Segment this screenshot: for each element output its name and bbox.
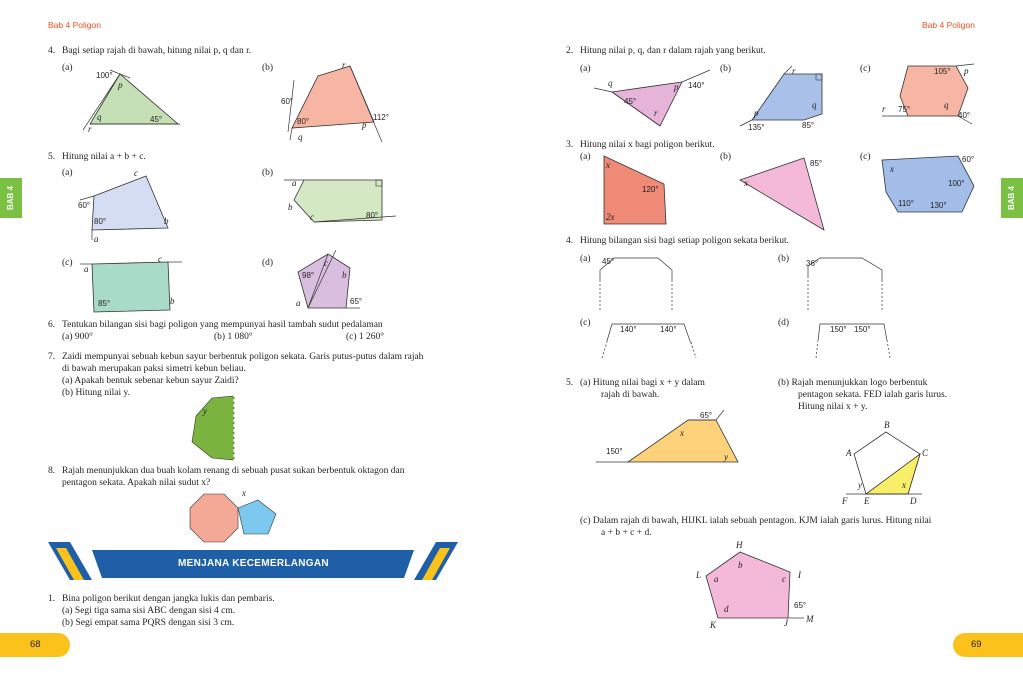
q5b-label-0: a — [292, 178, 297, 188]
r-q2c-label-5: 40° — [958, 111, 971, 120]
q7-fig-label: y — [203, 406, 207, 416]
r-q5c-label-7: 65° — [794, 601, 807, 610]
r-q2a-label-2: 140° — [688, 81, 705, 90]
r-q2b-label-1: q — [812, 100, 817, 110]
r-q4-d-label: (d) — [778, 318, 790, 328]
q5d-label-2: b — [342, 270, 347, 280]
r-q2-text: Hitung nilai p, q, dan r dalam rajah yang berikut. — [580, 46, 766, 56]
q6-option-a: (a) 900° — [62, 332, 93, 342]
q4-b-label: (b) — [262, 63, 274, 73]
q4a-figure — [80, 66, 190, 136]
q1-b: (b) Segi empat sama PQRS dengan sisi 3 cm. — [62, 618, 235, 628]
r-q5c-label-2: L — [696, 570, 702, 580]
r-q2a-label-0: q — [608, 78, 613, 88]
r-q4a-figure — [596, 254, 686, 310]
r-q3a-label-2: 2x — [606, 212, 615, 222]
side-tab-right: BAB 4 — [1001, 178, 1023, 218]
r-q4b-label-0: 36° — [806, 259, 819, 268]
header-right: Bab 4 Poligon — [922, 20, 975, 30]
r-q5b-label-3: y — [858, 480, 862, 490]
r-q2b-label-4: 85° — [802, 121, 815, 130]
r-q2c-label-0: 105° — [934, 67, 951, 76]
q1-a: (a) Segi tiga sama sisi ABC dengan sisi 4 cm. — [62, 606, 236, 616]
r-q4d-figure — [806, 318, 906, 362]
r-q3a-label-0: x — [606, 160, 610, 170]
r-q3b-label-1: 85° — [810, 159, 823, 168]
q7-b: (b) Hitung nilai y. — [62, 388, 130, 398]
r-q2b-label-2: p — [754, 108, 759, 118]
r-q3-c-label: (c) — [860, 152, 871, 162]
r-q5b-label-1: A — [846, 448, 852, 458]
r-q4-a-label: (a) — [580, 254, 591, 264]
r-q2c-label-4: q — [944, 100, 949, 110]
q4a-label-1: p — [118, 80, 123, 90]
r-q5c-label-6: d — [724, 604, 729, 614]
q5-c-label: (c) — [62, 258, 73, 268]
q4a-label-0: 100° — [96, 71, 113, 80]
header-left: Bab 4 Poligon — [48, 20, 101, 30]
q8-fig-label: x — [242, 488, 246, 498]
q5d-label-3: a — [296, 298, 301, 308]
r-q2a-label-4: r — [654, 108, 658, 118]
q6-number: 6. — [48, 320, 56, 330]
page-number-left: 68 — [0, 633, 70, 657]
q5d-label-4: 65° — [350, 297, 363, 306]
q5-text: Hitung nilai a + b + c. — [62, 152, 146, 162]
q5a-label-0: c — [134, 168, 138, 178]
r-q4b-figure — [800, 254, 890, 310]
r-q5c-label-3: a — [714, 574, 719, 584]
q4b-label-1: 60° — [281, 97, 294, 106]
q1-text: Bina poligon berikut dengan jangka lukis dan pembaris. — [62, 594, 275, 604]
r-q3b-figure — [736, 154, 836, 234]
r-q3c-label-0: x — [890, 164, 894, 174]
q4b-label-4: p — [362, 120, 367, 130]
r-q4d-label-0: 150° — [830, 325, 847, 334]
r-q5c-label-0: H — [736, 540, 743, 550]
banner-title: MENJANA KECEMERLANGAN — [178, 558, 329, 569]
r-q4-number: 4. — [566, 236, 574, 246]
r-q5b-label-6: E — [864, 496, 870, 506]
r-q2c-label-3: 75° — [898, 105, 911, 114]
q5c-label-0: c — [158, 254, 162, 264]
r-q3-b-label: (b) — [720, 152, 732, 162]
q8-number: 8. — [48, 466, 56, 476]
q5a-label-1: 60° — [78, 201, 91, 210]
q5c-label-1: a — [84, 264, 89, 274]
q5a-label-4: a — [94, 234, 99, 244]
r-q5-c-line2: a + b + c + d. — [601, 528, 652, 538]
q5a-figure — [78, 166, 188, 246]
r-q5b-label-7: D — [910, 496, 917, 506]
q4b-label-0: r — [342, 60, 346, 70]
r-q5c-label-1: b — [738, 560, 743, 570]
r-q4d-label-1: 150° — [854, 325, 871, 334]
q6-option-c: (c) 1 260° — [346, 332, 385, 342]
r-q3b-label-0: x — [744, 178, 748, 188]
q4-number: 4. — [48, 46, 56, 56]
q5d-label-0: c — [324, 258, 328, 268]
r-q5a-label-0: 65° — [700, 411, 713, 420]
r-q3c-label-2: 100° — [948, 179, 965, 188]
r-q5b-label-2: C — [922, 448, 929, 458]
r-q4c-figure — [596, 318, 706, 362]
r-q5b-label-4: x — [902, 480, 906, 490]
q5b-label-2: c — [310, 212, 314, 222]
q4a-label-4: 45° — [150, 115, 163, 124]
r-q2-a-label: (a) — [580, 64, 591, 74]
q5c-label-2: 85° — [98, 299, 111, 308]
r-q2-b-label: (b) — [720, 64, 732, 74]
q5c-label-3: b — [170, 296, 175, 306]
r-q5-a-line1: (a) Hitung nilai bagi x + y dalam — [580, 378, 705, 388]
q4-a-label: (a) — [62, 63, 73, 73]
r-q5-b-line3: Hitung nilai x + y. — [798, 402, 868, 412]
r-q5c-label-9: J — [784, 618, 788, 628]
q4b-label-5: 112° — [373, 113, 389, 122]
q4b-label-3: q — [298, 132, 303, 142]
q4a-label-2: q — [97, 112, 102, 122]
q8-line1: Rajah menunjukkan dua buah kolam renang di sebuah pusat sukan berbentuk oktagon dan — [62, 466, 405, 476]
q5a-label-3: b — [164, 216, 169, 226]
r-q5-b-line1: (b) Rajah menunjukkan logo berbentuk — [778, 378, 928, 388]
r-q3-number: 3. — [566, 140, 574, 150]
r-q5c-label-8: K — [710, 620, 717, 630]
r-q3a-figure — [598, 152, 678, 228]
r-q2b-label-3: 135° — [748, 123, 765, 132]
r-q5-number: 5. — [566, 378, 574, 388]
q5-d-label: (d) — [262, 258, 274, 268]
r-q3a-label-1: 120° — [642, 185, 659, 194]
q8-figure — [190, 488, 280, 544]
q5a-label-2: 80° — [94, 217, 107, 226]
q5d-figure — [286, 250, 386, 320]
q5-number: 5. — [48, 152, 56, 162]
r-q5a-figure — [596, 408, 746, 468]
r-q3-a-label: (a) — [580, 152, 591, 162]
side-tab-left: BAB 4 — [0, 178, 22, 218]
page-number-right: 69 — [953, 633, 1023, 657]
q7-line2: di bawah merupakan paksi simetri kebun beliau. — [62, 364, 246, 374]
r-q5c-label-5: I — [798, 570, 801, 580]
r-q2a-label-3: 45° — [624, 97, 637, 106]
r-q2b-figure — [740, 66, 840, 132]
r-q5a-label-2: 150° — [606, 447, 623, 456]
q6-option-b: (b) 1 080° — [214, 332, 253, 342]
q4b-figure — [278, 60, 398, 145]
r-q3c-label-4: 130° — [930, 201, 947, 210]
r-q2-number: 2. — [566, 46, 574, 56]
r-q4-text: Hitung bilangan sisi bagi setiap poligon sekata berikut. — [580, 236, 789, 246]
r-q2b-label-0: r — [792, 66, 796, 76]
r-q2c-label-2: r — [882, 104, 886, 114]
r-q2a-figure — [590, 66, 720, 130]
q7-line1: Zaidi mempunyai sebuah kebun sayur berbentuk poligon sekata. Garis putus-putus dalam rajah — [62, 352, 424, 362]
r-q5b-label-0: B — [884, 420, 890, 430]
q4-text: Bagi setiap rajah di bawah, hitung nilai p, q dan r. — [62, 46, 252, 56]
r-q3c-label-3: 110° — [898, 199, 914, 208]
r-q2c-label-1: p — [964, 66, 969, 76]
q5c-figure — [78, 254, 188, 319]
r-q5b-figure — [840, 418, 940, 510]
q5-a-label: (a) — [62, 168, 73, 178]
r-q4c-label-1: 140° — [660, 325, 677, 334]
r-q5-b-line2: pentagon sekata. FED ialah garis lurus. — [798, 390, 948, 400]
r-q5b-label-5: F — [842, 496, 848, 506]
q5b-figure — [284, 172, 404, 232]
q5b-label-1: b — [288, 202, 293, 212]
q7-figure — [186, 394, 246, 464]
q7-number: 7. — [48, 352, 56, 362]
q5d-label-1: 98° — [302, 271, 315, 280]
r-q4c-label-0: 140° — [620, 325, 637, 334]
q4a-label-3: r — [88, 124, 92, 134]
r-q5a-label-3: y — [724, 452, 728, 462]
r-q5c-label-4: c — [782, 574, 786, 584]
r-q5-a-line2: rajah di bawah. — [601, 390, 660, 400]
r-q4a-label-0: 45° — [602, 257, 615, 266]
r-q2-c-label: (c) — [860, 64, 871, 74]
r-q3c-label-1: 60° — [962, 155, 975, 164]
q5b-label-3: 80° — [366, 211, 379, 220]
q6-text: Tentukan bilangan sisi bagi poligon yang mempunyai hasil tambah sudut pedalaman — [62, 320, 383, 330]
r-q4-b-label: (b) — [778, 254, 790, 264]
r-q2c-figure — [878, 60, 978, 128]
r-q5c-figure — [694, 540, 824, 632]
q5-b-label: (b) — [262, 168, 274, 178]
r-q5-c-line1: (c) Dalam rajah di bawah, HIJKL ialah sebuah pentagon. KJM ialah garis lurus. Hitung nilai — [580, 516, 932, 526]
r-q4-c-label: (c) — [580, 318, 591, 328]
q7-a: (a) Apakah bentuk sebenar kebun sayur Zaidi? — [62, 376, 239, 386]
r-q5c-label-10: M — [806, 614, 814, 624]
r-q3c-figure — [878, 152, 978, 216]
r-q5a-label-1: x — [680, 428, 684, 438]
r-q2a-label-1: p — [674, 82, 679, 92]
r-q3-text: Hitung nilai x bagi poligon berikut. — [580, 140, 715, 150]
q4b-label-2: 80° — [297, 117, 310, 126]
q8-line2: pentagon sekata. Apakah nilai sudut x? — [62, 478, 211, 488]
q1-number: 1. — [48, 594, 56, 604]
